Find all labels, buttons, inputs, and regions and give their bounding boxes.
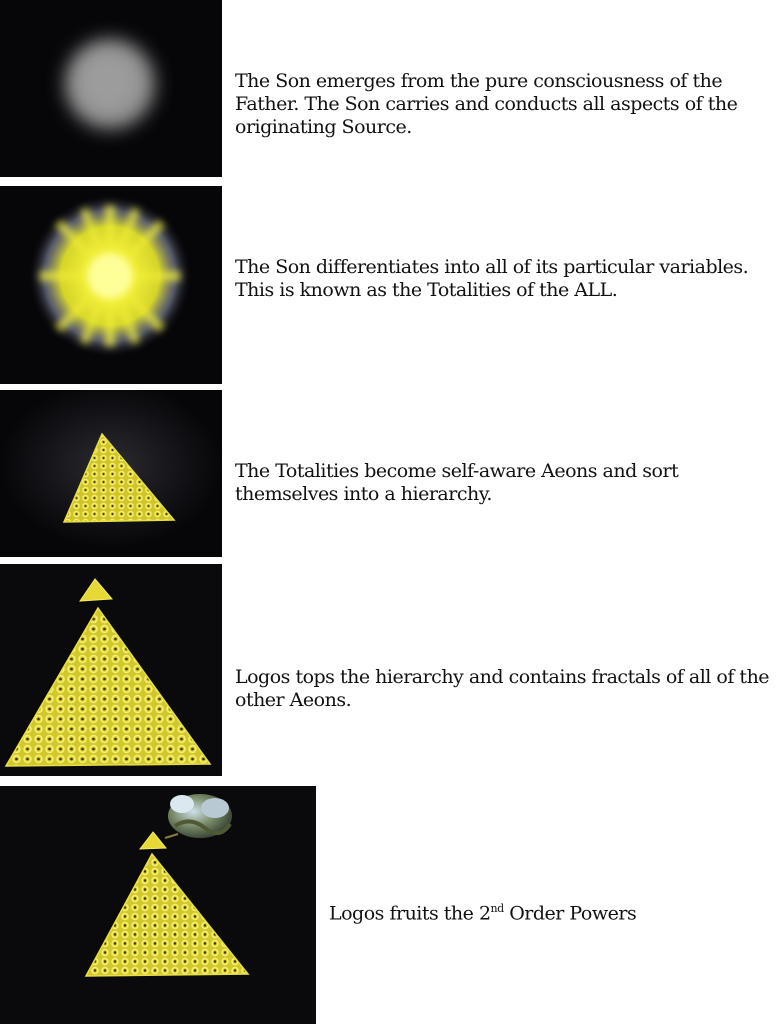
caption-step-4: Logos tops the hierarchy and contains fractals of all of the other Aeons. [235,666,770,711]
image-blurred-sphere [0,0,222,177]
caption-step-5 [329,897,769,925]
image-radiant-burst [0,186,222,384]
caption-step-1: The Son emerges from the pure consciousness of the Father. The Son carries and conducts all aspects of the originating Source. [235,70,738,138]
image-pyramid-bubble [0,786,316,1024]
yellow-rays [40,206,180,346]
caption-step-2: The Son differentiates into all of its particular variables. This is known as the Totalities of the ALL. [235,256,749,301]
caption-step-5-suffix: Order Powers [503,902,637,925]
image-pyramid-capstone [0,564,222,776]
caption-step-3: The Totalities become self-aware Aeons and sort themselves into a hierarchy. [235,460,679,505]
caption-step-5-sup: nd [490,902,504,915]
caption-step-5-prefix: Logos fruits the 2 [329,902,491,925]
image-small-pyramid [0,390,222,557]
